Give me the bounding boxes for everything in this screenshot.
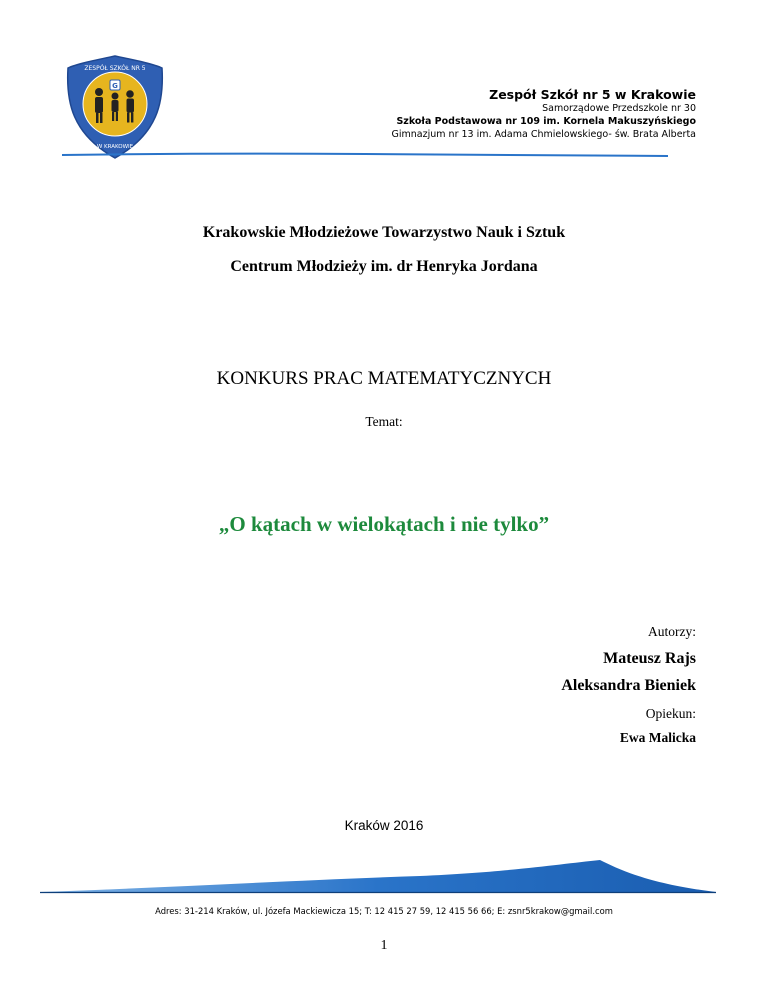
place-date: Kraków 2016	[344, 818, 424, 833]
school-logo	[62, 54, 168, 160]
footer-wave	[40, 858, 716, 898]
authors-label: Autorzy:	[648, 624, 696, 639]
topic-label: Temat:	[365, 414, 403, 429]
organizer-line-2: Centrum Młodzieży im. dr Henryka Jordana	[230, 258, 538, 275]
supervisor-name: Ewa Malicka	[619, 730, 696, 745]
author-name: Aleksandra Bieniek	[561, 677, 696, 694]
organizer-line-1: Krakowskie Młodzieżowe Towarzystwo Nauk i Sztuk	[202, 224, 566, 241]
preschool-name: Samorządowe Przedszkole nr 30	[542, 103, 696, 114]
page-number: 1	[380, 938, 388, 953]
header-divider	[62, 150, 668, 160]
footer-address: Adres: 31-214 Kraków, ul. Józefa Mackiewicza 15; T: 12 415 27 59, 12 415 56 66; E: zsnr5krakow@gmail.com	[155, 906, 613, 916]
logo-ring-text: ZESPÓŁ SZKÓŁ NR 5	[84, 65, 146, 72]
author-name: Mateusz Rajs	[603, 650, 696, 667]
svg-text:G: G	[112, 82, 118, 90]
logo-ring-text-bottom: W KRAKOWIE	[96, 144, 134, 150]
primary-school-name: Szkoła Podstawowa nr 109 im. Kornela Makuszyńskiego	[396, 116, 696, 127]
supervisor-label: Opiekun:	[645, 706, 696, 721]
gymnasium-name: Gimnazjum nr 13 im. Adama Chmielowskiego- św. Brata Alberta	[391, 129, 696, 140]
school-complex-name: Zespół Szkół nr 5 w Krakowie	[489, 87, 696, 102]
work-title: „O kątach w wielokątach i nie tylko”	[218, 512, 550, 536]
contest-name: KONKURS PRAC MATEMATYCZNYCH	[216, 368, 552, 389]
